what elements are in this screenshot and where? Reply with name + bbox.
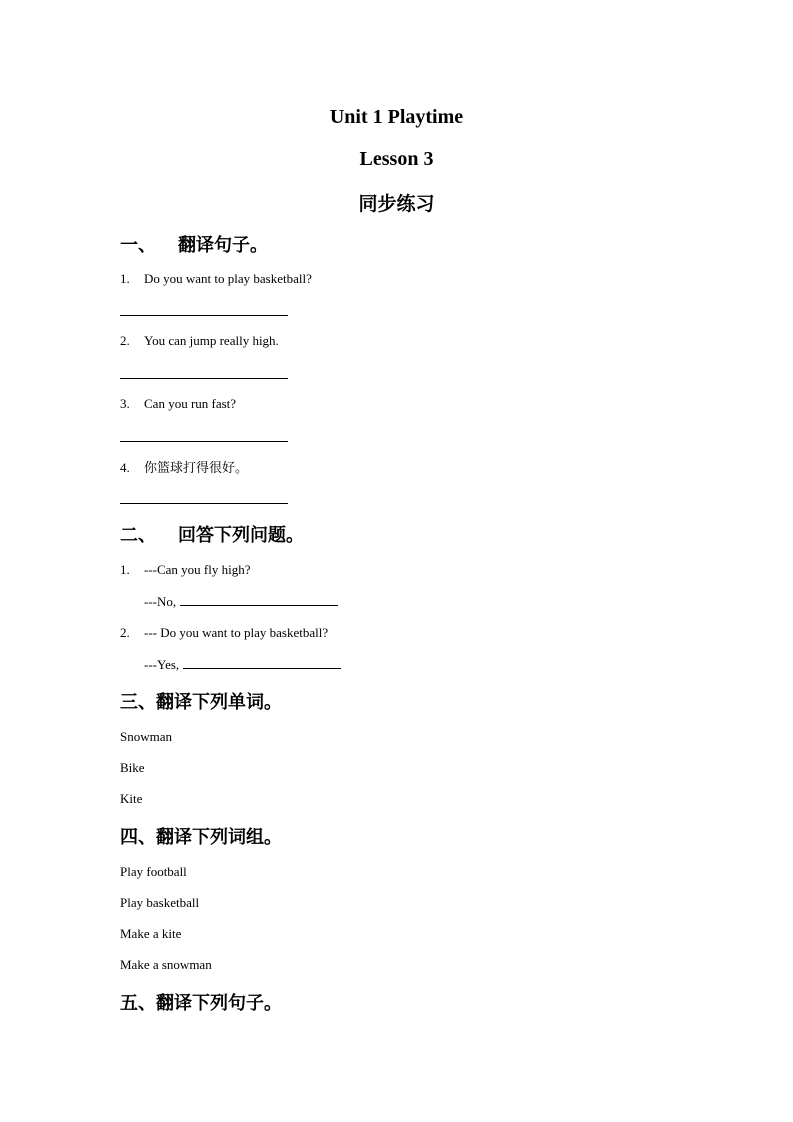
item-number: 2. [120,333,130,348]
item-number: 1. [120,562,130,577]
answer-row [144,656,341,673]
section-5-heading: 五、翻译下列句子。 [120,993,282,1014]
phrase-item: Play basketball [120,895,200,910]
section-3-heading: 三、翻译下列单词。 [120,692,282,713]
answer-blank[interactable] [183,656,341,669]
answer-line[interactable] [120,441,288,442]
word-item: Snowman [120,729,172,744]
section-1-heading [120,231,268,257]
worksheet-subtitle: 同步练习 [358,193,435,215]
section-1-title: 翻译句子。 [178,235,268,256]
section-2-number: 二、 [120,525,156,546]
list-item [120,271,312,287]
phrase-item: Make a kite [120,926,182,941]
answer-line[interactable] [120,378,288,379]
unit-title: Unit 1 Playtime [329,106,464,128]
list-item [120,562,251,578]
phrase-item: Make a snowman [120,957,212,972]
list-item [120,457,248,476]
list-item [120,625,328,641]
answer-line[interactable] [120,503,288,504]
answer-blank[interactable] [180,593,338,606]
item-number: 3. [120,396,130,411]
answer-prefix: ---Yes, [144,657,180,672]
answer-row [144,593,338,610]
answer-line[interactable] [120,315,288,316]
list-item [120,396,236,412]
word-item: Kite [120,791,143,806]
item-number: 4. [120,460,130,475]
question-text: --- Do you want to play basketball? [144,625,329,640]
section-1-number: 一、 [120,235,156,256]
item-number: 2. [120,625,130,640]
item-text: Can you run fast? [144,396,237,411]
phrase-item: Play football [120,864,187,879]
answer-prefix: ---No, [144,594,177,609]
item-number: 1. [120,271,130,286]
item-text: You can jump really high. [144,333,279,348]
word-item: Bike [120,760,145,775]
question-text: ---Can you fly high? [144,562,251,577]
section-2-heading [120,521,304,547]
section-2-title: 回答下列问题。 [178,525,304,546]
item-text: Do you want to play basketball? [144,271,312,286]
item-text: 你篮球打得很好。 [144,461,249,476]
section-4-heading: 四、翻译下列词组。 [120,827,282,848]
list-item [120,333,279,349]
lesson-title: Lesson 3 [359,148,434,170]
